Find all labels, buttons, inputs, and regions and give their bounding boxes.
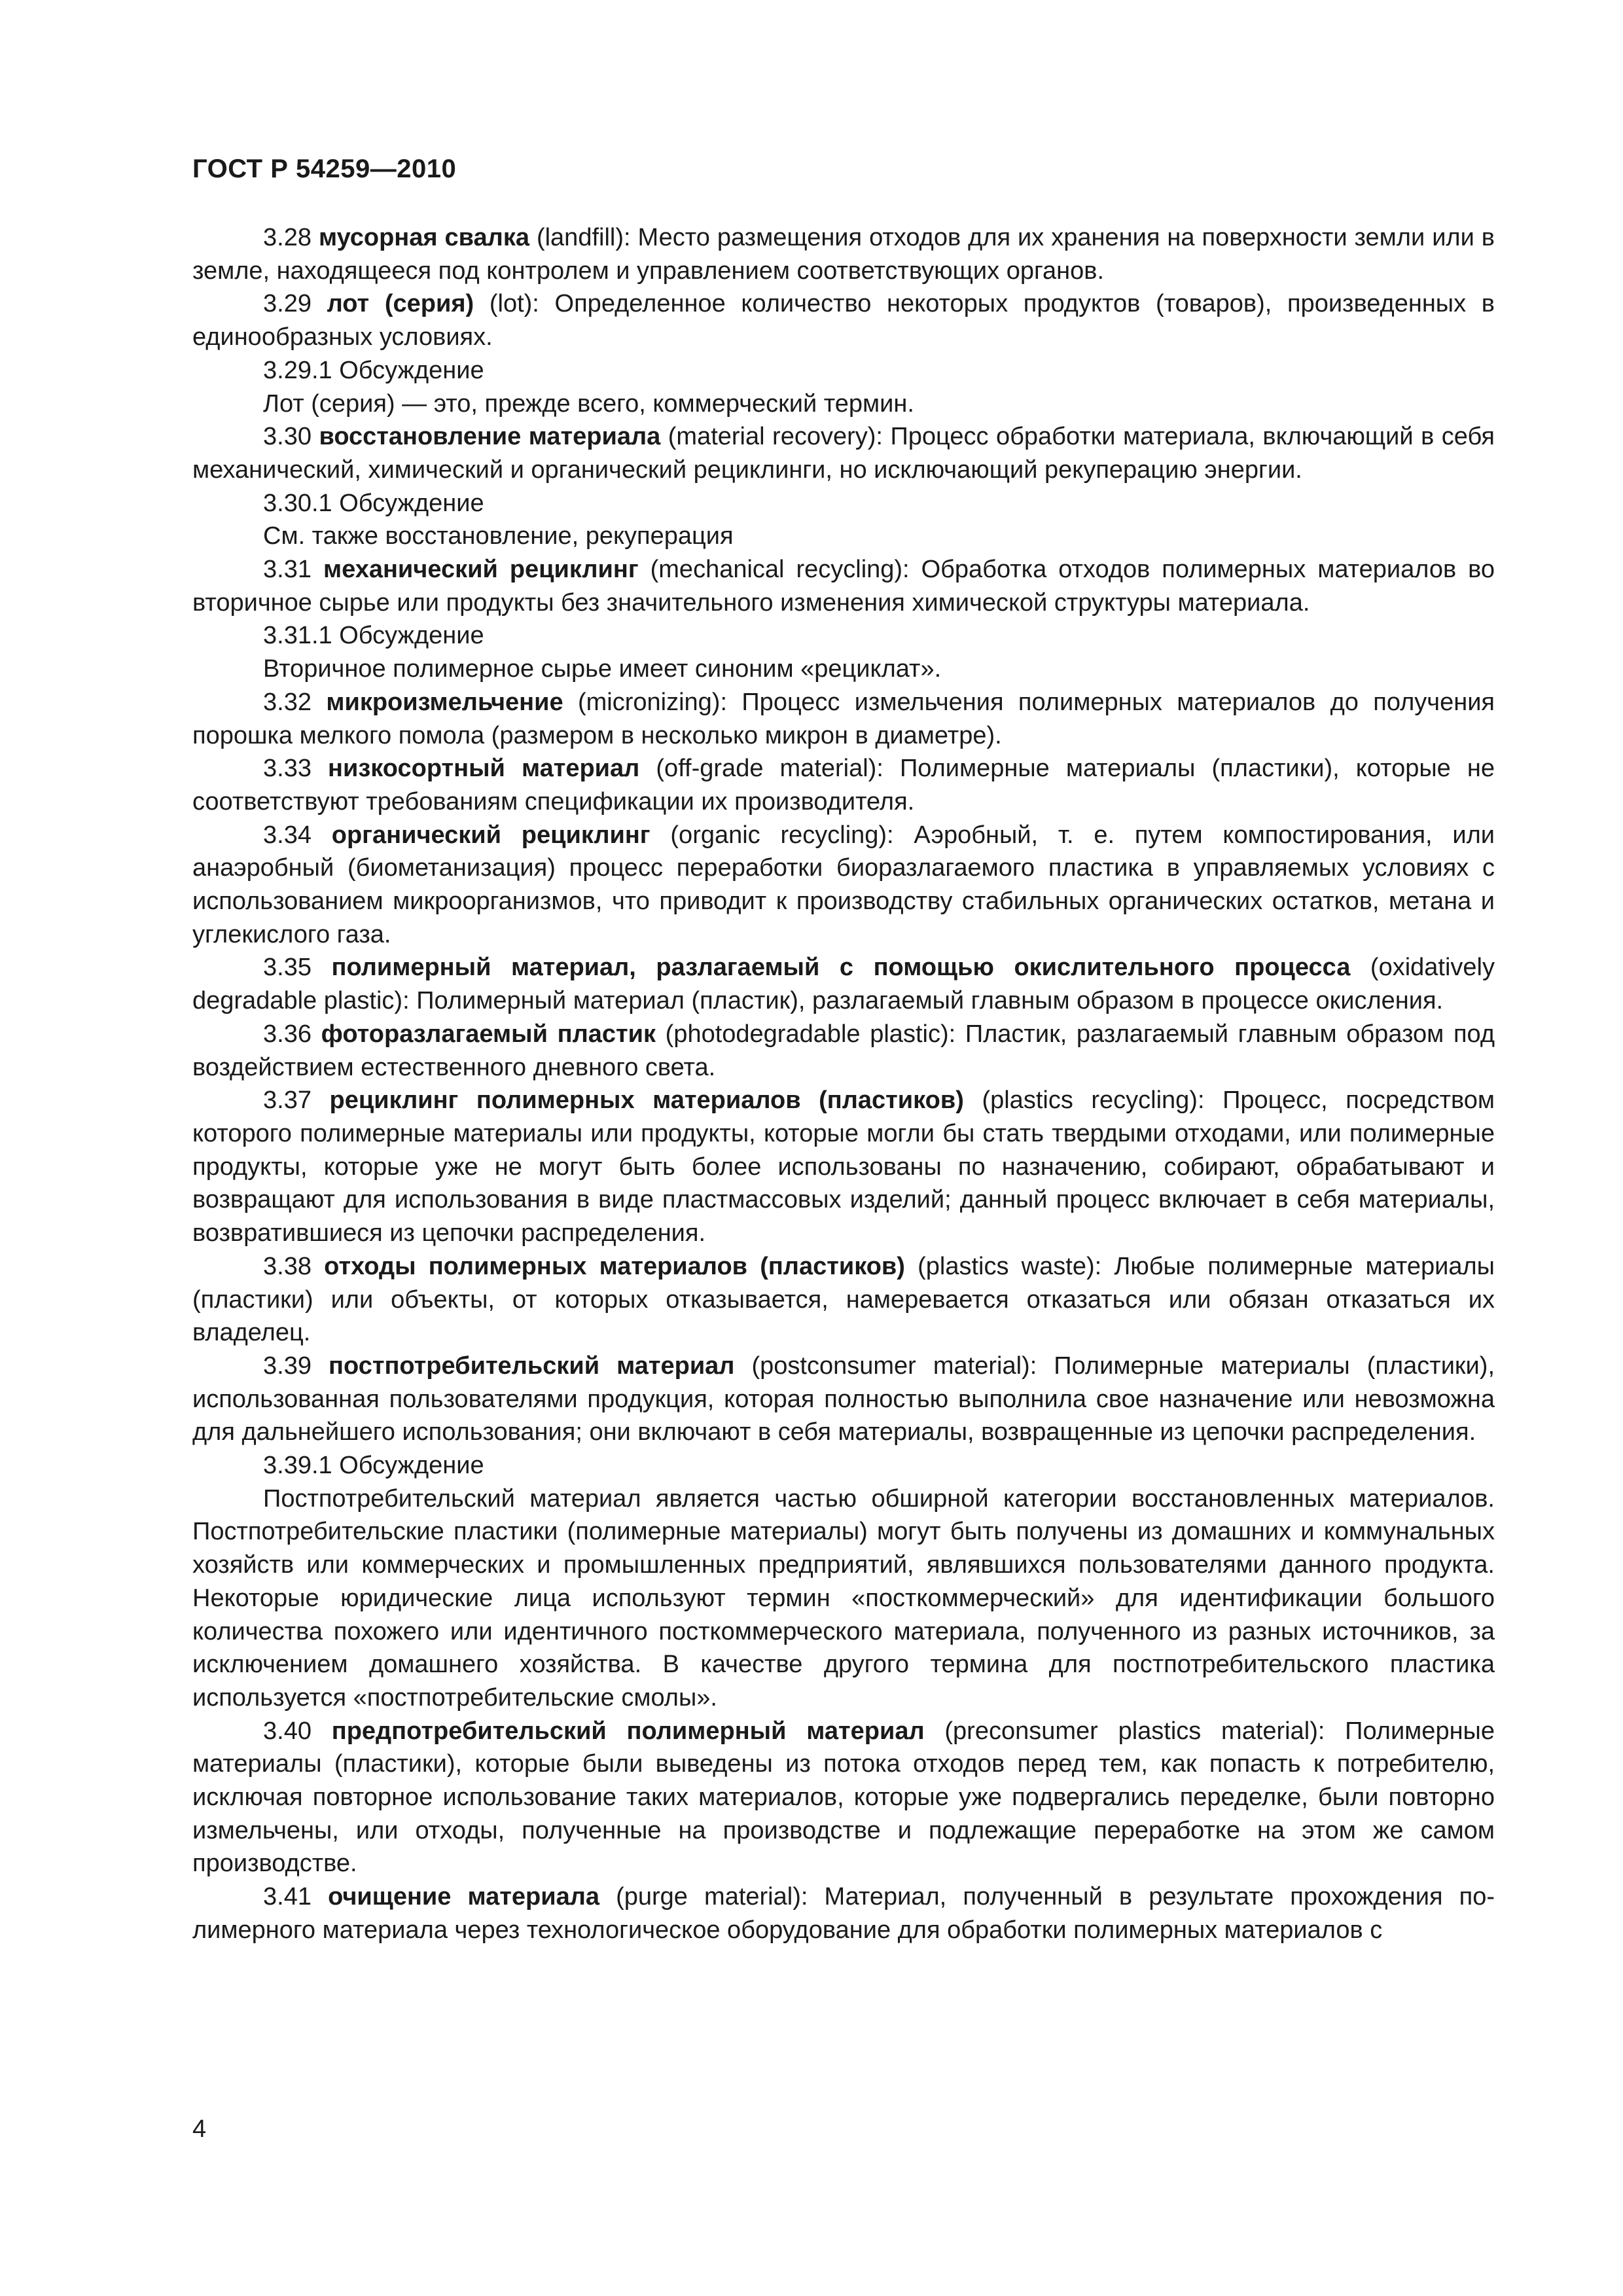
definition-text: (off-grade material): Полимерные материалы (пластики), которые не соответствуют требованиям спецификации их производителя. — [192, 755, 1495, 816]
clause-number: 3.40 — [263, 1717, 312, 1745]
clause-number: 3.28 — [263, 224, 312, 251]
defined-term: восстановление материала — [319, 423, 661, 451]
clause-number: 3.30 — [263, 423, 312, 451]
definition-paragraph — [192, 221, 1495, 287]
clause-number: 3.33 — [263, 755, 312, 783]
definition-text: (micronizing): Процесс измельчения полимерных материалов до получения порошка мелкого помола (размером в несколько микрон в диаметре). — [192, 688, 1495, 749]
definition-text: (lot): Определенное количество некоторых продуктов (товаров), произведенных в единообразных условиях. — [192, 290, 1495, 351]
page-number: 4 — [192, 2115, 207, 2143]
definition-paragraph — [192, 752, 1495, 818]
definition-text: (landfill): Место размещения отходов для их хранения на поверхности земли или в земле, находящееся под контролем и управлением соответствующих органов. — [192, 224, 1495, 285]
definition-text: Постпотребительский материал является частью обширной категории восстановленных материалов. Постпотребительские пластики (полимерные материалы) могут быть получены из домашних и коммунальных хозяйств или коммерческих и промышленных предприятий, являвшихся пользователями данного продукта. Некоторые юридические лица используют термин «посткоммерческий» для идентификации большого количества похожего или идентичного посткоммерческого материала, полученного из разных источников, за исключением домашнего хозяйства. В качестве другого термина для постпотребительского пластика используется «постпотребительские смолы». — [192, 1484, 1495, 1712]
defined-term: низкосортный материал — [328, 755, 640, 783]
definition-paragraph — [192, 1880, 1495, 1946]
defined-term: очищение материала — [328, 1883, 599, 1911]
clause-number: 3.34 — [263, 821, 312, 849]
definition-paragraph — [192, 819, 1495, 952]
definition-text: (photodegradable plastic): Пластик, разлагаемый главным образом под воздействием естественного дневного света. — [192, 1020, 1495, 1081]
clause-number: 3.39 — [263, 1352, 312, 1380]
defined-term: лот (серия) — [327, 290, 474, 318]
clause-number: 3.30.1 — [263, 489, 332, 517]
definition-paragraph — [192, 1482, 1495, 1715]
definition-paragraph — [192, 1715, 1495, 1881]
definition-text: Обсуждение — [332, 356, 484, 384]
definition-text: См. также восстановление, рекуперация — [263, 522, 734, 550]
definition-paragraph — [192, 420, 1495, 486]
definition-paragraph — [192, 553, 1495, 619]
definition-text: Вторичное полимерное сырье имеет синоним «рециклат». — [263, 655, 942, 683]
definition-paragraph — [192, 520, 1495, 553]
definition-paragraph — [192, 487, 1495, 520]
definition-paragraph — [192, 287, 1495, 353]
definition-paragraph — [192, 653, 1495, 686]
definition-text: (preconsumer plastics material): Полимерные материалы (пластики), которые были выведены из потока отходов перед тем, как попасть к потребителю, исключая повторное использование таких материалов, которые уже подвергались переделке, были повторно измельчены, или отходы, полученные на производстве и подлежащие переработке на этом же самом производстве. — [192, 1717, 1495, 1878]
document-standard-id: ГОСТ Р 54259—2010 — [192, 154, 457, 183]
definition-text: (plastics waste): Любые полимерные материалы (пластики) или объекты, от которых отказывается, намеревается отказаться или обязан отказаться их владелец. — [192, 1252, 1495, 1347]
clause-number: 3.29 — [263, 290, 312, 318]
document-body — [192, 221, 1495, 1947]
definition-paragraph — [192, 619, 1495, 653]
clause-number: 3.38 — [263, 1252, 312, 1280]
clause-number: 3.31.1 — [263, 622, 332, 650]
defined-term: полимерный материал, разлагаемый с помощью окислительного процесса — [331, 954, 1351, 982]
clause-number: 3.41 — [263, 1883, 312, 1911]
definition-text: (purge material): Материал, полученный в результате прохождения полимерного материала через технологическое оборудование для обработки полимерных материалов с — [192, 1883, 1495, 1944]
defined-term: микроизмельчение — [326, 688, 563, 716]
clause-number: 3.31 — [263, 556, 312, 584]
definition-paragraph — [192, 387, 1495, 421]
clause-number: 3.32 — [263, 688, 312, 716]
definition-paragraph — [192, 1250, 1495, 1350]
definition-text: Обсуждение — [332, 1452, 484, 1480]
defined-term: предпотребительский полимерный материал — [331, 1717, 925, 1745]
clause-number: 3.29.1 — [263, 356, 332, 384]
clause-number: 3.39.1 — [263, 1452, 332, 1480]
defined-term: мусорная свалка — [318, 224, 529, 251]
definition-text: (mechanical recycling): Обработка отходов полимерных материалов во вторичное сырье или продукты без значительного изменения химической структуры материала. — [192, 556, 1495, 617]
defined-term: отходы полимерных материалов (пластиков) — [324, 1252, 905, 1280]
clause-number: 3.36 — [263, 1020, 312, 1048]
definition-paragraph — [192, 686, 1495, 752]
definition-text: (plastics recycling): Процесс, посредством которого полимерные материалы или продукты, которые могли бы стать твердыми отходами, или полимерные продукты, которые уже не могут быть более использованы по назначению, собирают, обрабатывают и возвращают для использования в виде пластмассовых изделий; данный процесс включает в себя материалы, возвратившиеся из цепочки распределения. — [192, 1086, 1495, 1247]
definition-text: Лот (серия) — это, прежде всего, коммерческий термин. — [263, 389, 914, 418]
definition-paragraph — [192, 1018, 1495, 1084]
clause-number: 3.35 — [263, 954, 312, 982]
definition-text: (organic recycling): Аэробный, т. е. путем компостирования, или анаэробный (биометанизация) процесс переработки биоразлагаемого пластика в управляемых условиях с использованием микроорганизмов, что приводит к производству стабильных органических остатков, метана и углекислого газа. — [192, 821, 1495, 948]
definition-paragraph — [192, 1084, 1495, 1250]
clause-number: 3.37 — [263, 1086, 312, 1115]
definition-text: Обсуждение — [332, 622, 484, 650]
definition-text: Обсуждение — [332, 489, 484, 517]
defined-term: механический рециклинг — [323, 556, 639, 584]
definition-text: (material recovery): Процесс обработки материала, включающий в себя механический, химический и органический рециклинги, но исключающий рекуперацию энергии. — [192, 423, 1495, 484]
defined-term: фоторазлагаемый пластик — [321, 1020, 656, 1048]
definition-paragraph — [192, 1449, 1495, 1482]
definition-paragraph — [192, 354, 1495, 387]
definition-text: (postconsumer material): Полимерные материалы (пластики), использованная пользователями продукция, которая полностью выполнила свое назначение или невозможна для дальнейшего использования; они включают в себя материалы, возвращенные из цепочки распределения. — [192, 1352, 1495, 1446]
defined-term: органический рециклинг — [331, 821, 651, 849]
definition-paragraph — [192, 951, 1495, 1017]
defined-term: постпотребительский материал — [329, 1352, 735, 1380]
defined-term: рециклинг полимерных материалов (пластиков) — [329, 1086, 964, 1115]
definition-paragraph — [192, 1350, 1495, 1449]
definition-text: (oxidatively degradable plastic): Полимерный материал (пластик), разлагаемый главным образом в процессе окисления. — [192, 954, 1495, 1015]
